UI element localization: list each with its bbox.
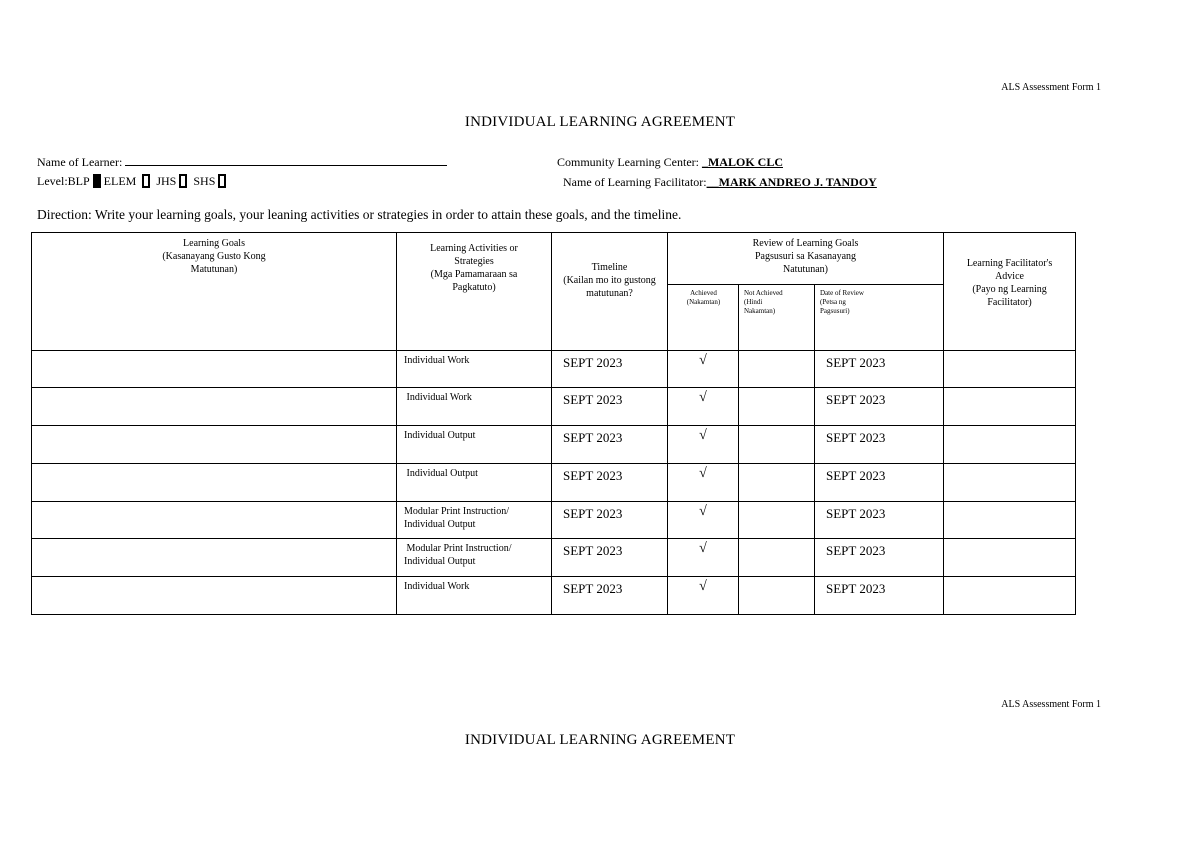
activity-cell: Modular Print Instruction/ Individual Output xyxy=(397,502,552,539)
table-row xyxy=(32,351,1076,388)
review-date-cell: SEPT 2023 xyxy=(815,577,944,615)
activity-cell: Individual Output xyxy=(397,426,552,464)
advice-cell[interactable] xyxy=(944,502,1076,539)
activity-cell: Individual Work xyxy=(397,388,552,426)
table-row xyxy=(32,502,1076,539)
learning-goal-cell[interactable] xyxy=(32,577,397,615)
table-row xyxy=(32,539,1076,577)
level-option-jhs: JHS xyxy=(156,174,177,188)
level-option-elem: ELEM xyxy=(103,174,137,188)
review-date-cell: SEPT 2023 xyxy=(815,351,944,388)
activity-cell: Individual Work xyxy=(397,351,552,388)
achieved-check: √ xyxy=(668,388,739,426)
learner-name-field[interactable] xyxy=(125,155,447,166)
learner-name-label: Name of Learner: xyxy=(37,155,123,169)
activity-cell: Individual Output xyxy=(397,464,552,502)
level-shs-checkbox[interactable] xyxy=(218,174,226,188)
page-title-page-2: INDIVIDUAL LEARNING AGREEMENT xyxy=(464,732,736,748)
not-achieved-cell xyxy=(739,351,815,388)
not-achieved-cell xyxy=(739,426,815,464)
level-line xyxy=(37,174,229,189)
table-body xyxy=(32,351,1076,615)
review-date-cell: SEPT 2023 xyxy=(815,539,944,577)
achieved-check: √ xyxy=(668,577,739,615)
learning-agreement-table xyxy=(31,232,1076,615)
table-row xyxy=(32,426,1076,464)
achieved-check: √ xyxy=(668,502,739,539)
activity-cell: Individual Work xyxy=(397,577,552,615)
page-title: INDIVIDUAL LEARNING AGREEMENT xyxy=(464,114,736,130)
achieved-check: √ xyxy=(668,539,739,577)
achieved-check: √ xyxy=(668,464,739,502)
advice-cell[interactable] xyxy=(944,388,1076,426)
timeline-cell: SEPT 2023 xyxy=(552,539,668,577)
advice-cell[interactable] xyxy=(944,577,1076,615)
review-date-cell: SEPT 2023 xyxy=(815,502,944,539)
achieved-check: √ xyxy=(668,351,739,388)
level-elem-checkbox[interactable] xyxy=(142,174,150,188)
clc-value: _MALOK CLC xyxy=(701,155,783,169)
learning-goal-cell[interactable] xyxy=(32,464,397,502)
header-not-achieved: Not Achieved (Hindi Nakamtan) xyxy=(739,285,815,351)
header-activities: Learning Activities or Strategies (Mga Pamamaraan sa Pagkatuto) xyxy=(397,233,552,351)
advice-cell[interactable] xyxy=(944,539,1076,577)
clc-label: Community Learning Center: xyxy=(557,155,702,169)
level-option-shs: SHS xyxy=(193,174,216,188)
header-date-review: Date of Review (Petsa ng Pagsusuri) xyxy=(815,285,944,351)
advice-cell[interactable] xyxy=(944,426,1076,464)
form-code-page-2: ALS Assessment Form 1 xyxy=(1001,699,1101,710)
header-advice: Learning Facilitator's Advice (Payo ng Learning Facilitator) xyxy=(944,233,1076,351)
learning-goal-cell[interactable] xyxy=(32,539,397,577)
facilitator-line xyxy=(563,175,877,190)
advice-cell[interactable] xyxy=(944,351,1076,388)
level-jhs-checkbox[interactable] xyxy=(179,174,187,188)
activity-cell: Modular Print Instruction/ Individual Output xyxy=(397,539,552,577)
table-row xyxy=(32,464,1076,502)
table-row xyxy=(32,388,1076,426)
review-date-cell: SEPT 2023 xyxy=(815,464,944,502)
learning-goal-cell[interactable] xyxy=(32,351,397,388)
timeline-cell: SEPT 2023 xyxy=(552,351,668,388)
level-blp-checkbox[interactable] xyxy=(93,174,101,188)
review-date-cell: SEPT 2023 xyxy=(815,426,944,464)
header-achieved: Achieved (Nakamtan) xyxy=(668,285,739,351)
facilitator-label: Name of Learning Facilitator: xyxy=(563,175,707,189)
review-date-cell: SEPT 2023 xyxy=(815,388,944,426)
header-timeline: Timeline (Kailan mo ito gustong matutunan? xyxy=(552,233,668,351)
direction-text: Direction: Write your learning goals, your leaning activities or strategies in order to attain these goals, and the timeline. xyxy=(37,207,682,222)
timeline-cell: SEPT 2023 xyxy=(552,426,668,464)
timeline-cell: SEPT 2023 xyxy=(552,464,668,502)
not-achieved-cell xyxy=(739,388,815,426)
form-code: ALS Assessment Form 1 xyxy=(1001,82,1101,93)
learning-goal-cell[interactable] xyxy=(32,388,397,426)
clc-line xyxy=(557,155,783,170)
timeline-cell: SEPT 2023 xyxy=(552,388,668,426)
level-label: Level:BLP xyxy=(37,174,90,188)
not-achieved-cell xyxy=(739,539,815,577)
advice-cell[interactable] xyxy=(944,464,1076,502)
header-review: Review of Learning Goals Pagsusuri sa Kasanayang Natutunan) xyxy=(668,233,944,285)
not-achieved-cell xyxy=(739,502,815,539)
table-row xyxy=(32,577,1076,615)
timeline-cell: SEPT 2023 xyxy=(552,502,668,539)
not-achieved-cell xyxy=(739,577,815,615)
timeline-cell: SEPT 2023 xyxy=(552,577,668,615)
learner-name-line xyxy=(37,155,447,170)
facilitator-value: __MARK ANDREO J. TANDOY xyxy=(706,175,877,189)
learning-goal-cell[interactable] xyxy=(32,426,397,464)
header-learning-goals: Learning Goals (Kasanayang Gusto Kong Matutunan) xyxy=(32,233,397,351)
learning-goal-cell[interactable] xyxy=(32,502,397,539)
achieved-check: √ xyxy=(668,426,739,464)
not-achieved-cell xyxy=(739,464,815,502)
